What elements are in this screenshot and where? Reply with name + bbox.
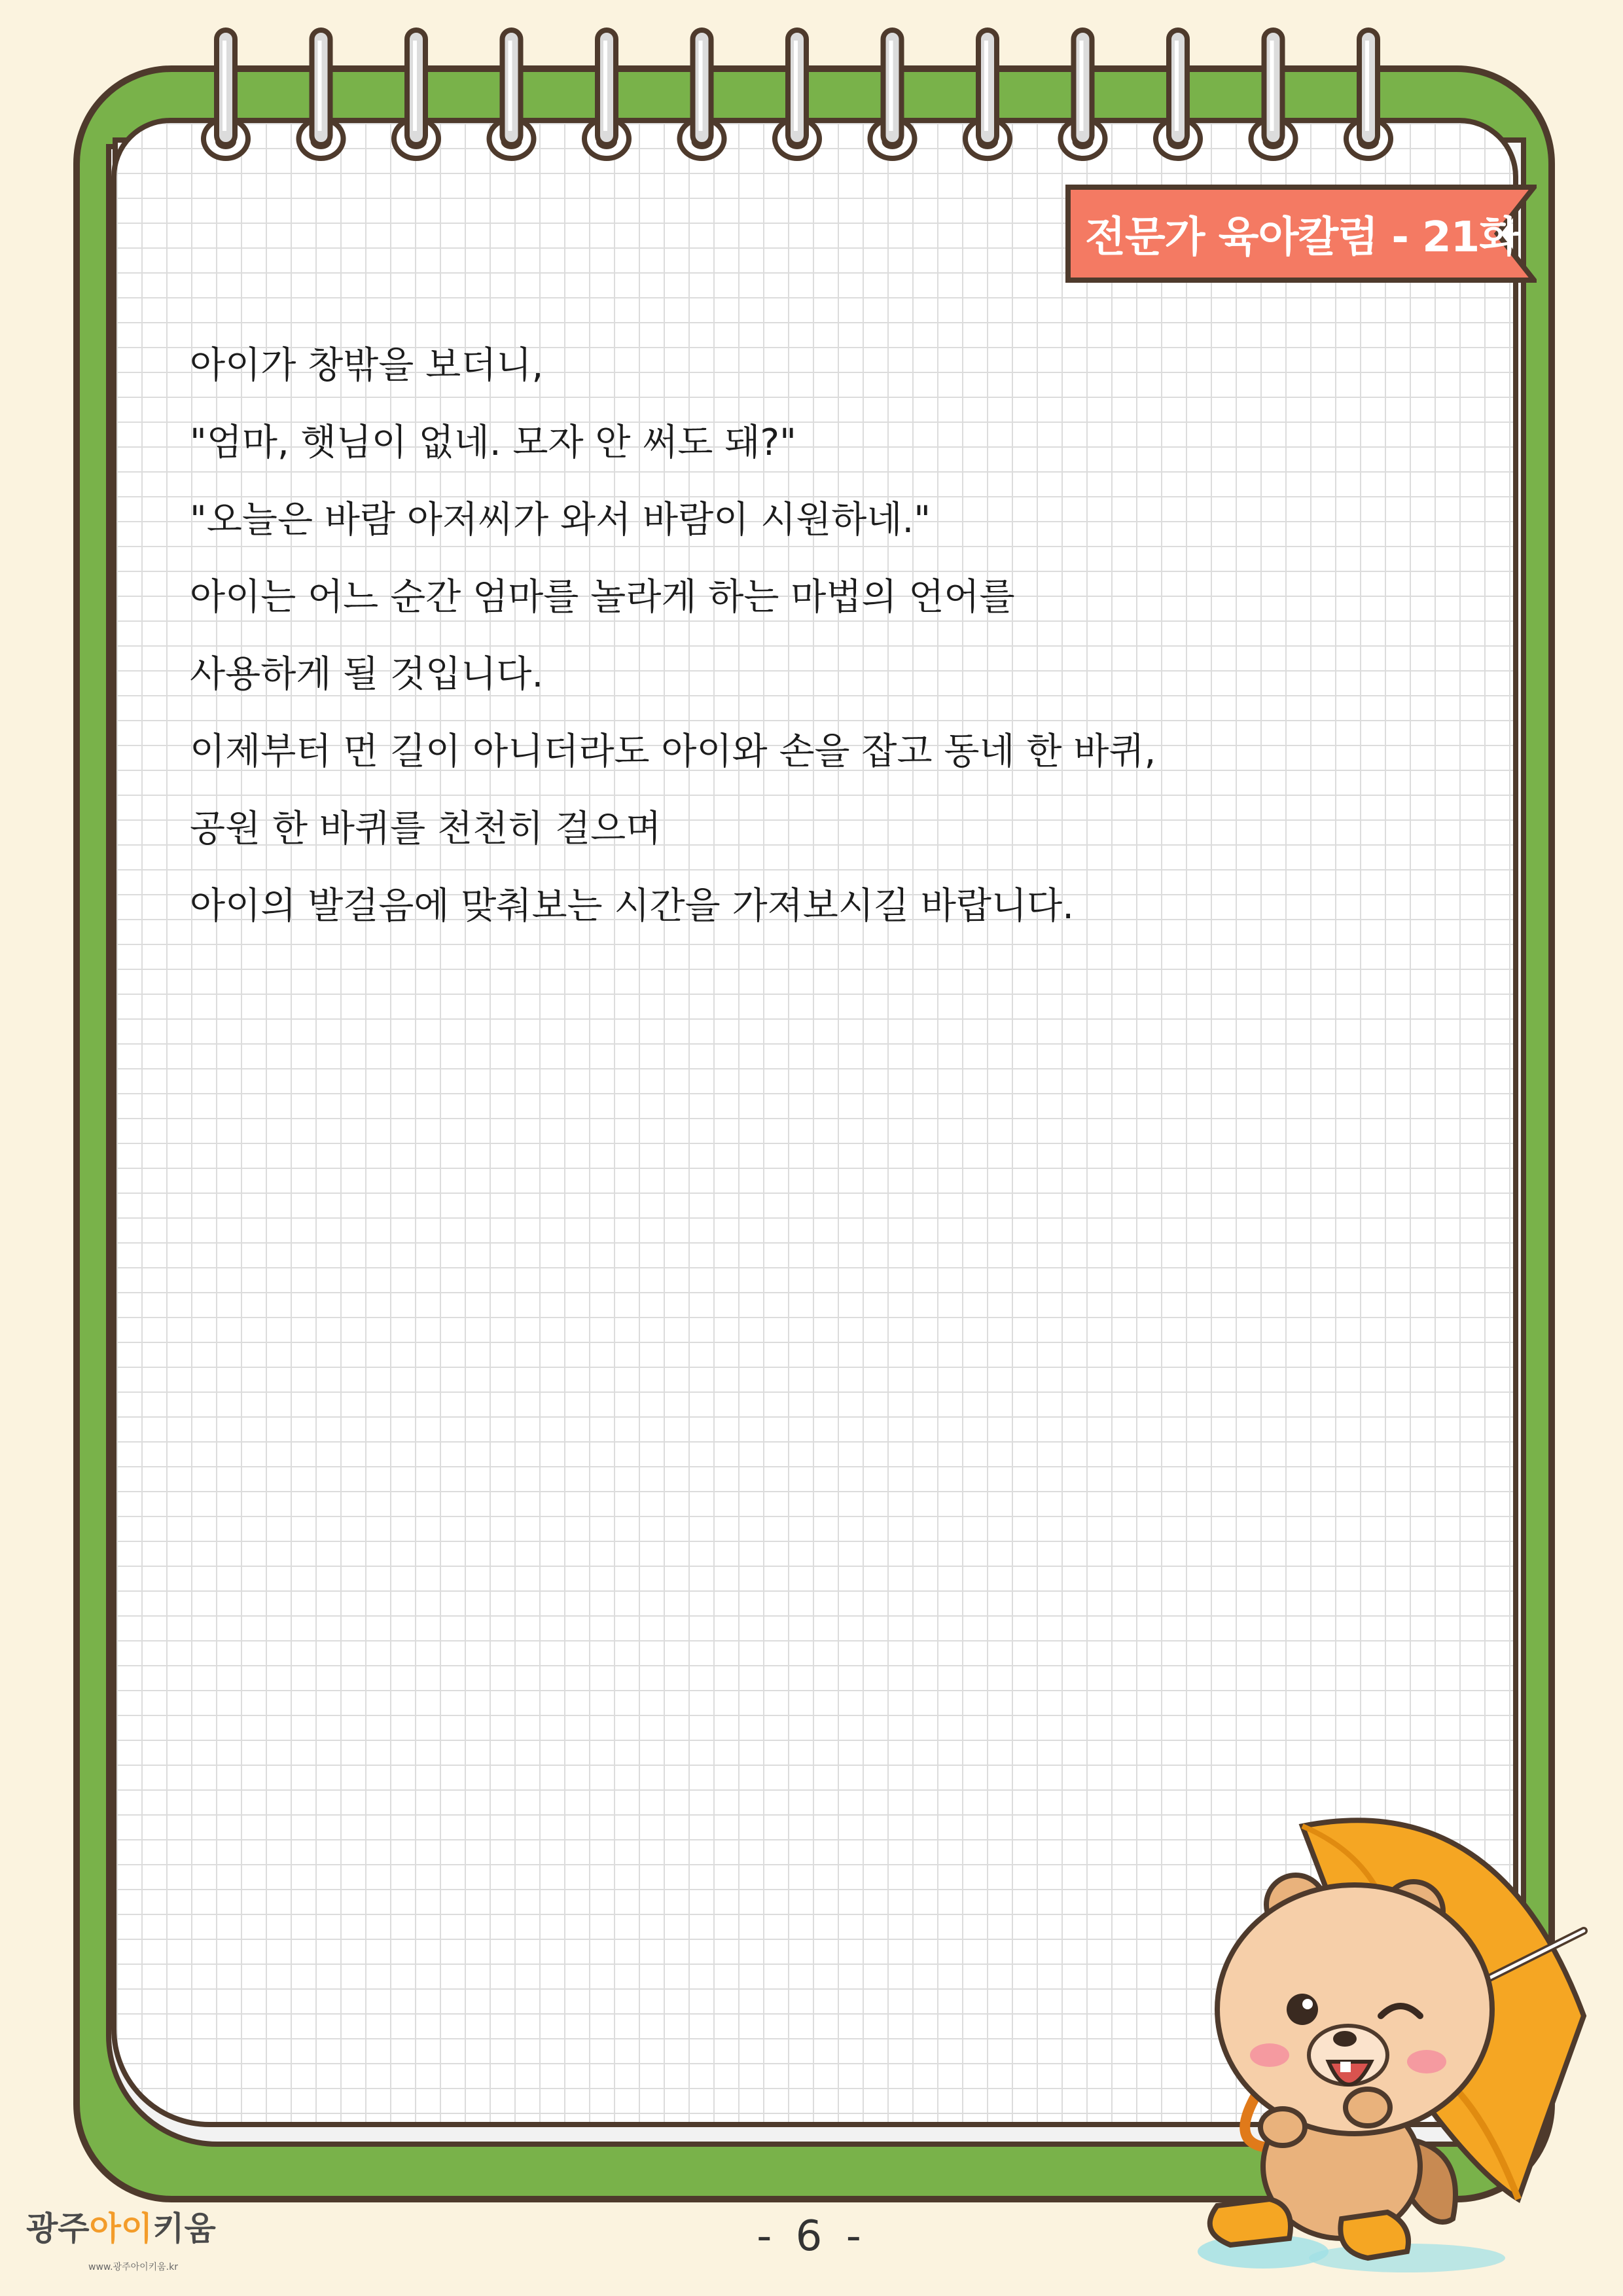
binder-ring	[1156, 30, 1200, 158]
binder-ring	[584, 30, 629, 158]
binder-ring	[394, 30, 438, 158]
body-line: 공원 한 바퀴를 천천히 걸으며	[190, 808, 662, 850]
binder-ring	[1251, 30, 1296, 158]
binder-ring	[680, 30, 724, 158]
page-number: - 6 -	[757, 2212, 866, 2261]
body-line: 이제부터 먼 길이 아니더라도 아이와 손을 잡고 동네 한 바퀴,	[190, 730, 1156, 773]
brand-logo	[26, 2189, 275, 2274]
binder-ring	[1346, 30, 1391, 158]
logo-suffix: 키움	[152, 2210, 216, 2248]
body-line: "오늘은 바람 아저씨가 와서 바람이 시원하네."	[190, 499, 931, 541]
mascot-umbrella-illustration	[1191, 1800, 1610, 2284]
body-line: "엄마, 햇님이 없네. 모자 안 써도 돼?"	[190, 422, 796, 464]
ribbon-title: 전문가 육아칼럼 - 21화	[1085, 213, 1520, 262]
binder-ring	[299, 30, 344, 158]
binder-ring	[965, 30, 1010, 158]
body-line: 사용하게 될 것입니다.	[190, 653, 544, 696]
logo-prefix: 광주	[26, 2210, 90, 2248]
logo-accent: 아이	[89, 2210, 153, 2248]
binder-ring	[1061, 30, 1105, 158]
binder-ring	[204, 30, 248, 158]
body-line: 아이의 발걸음에 맞춰보는 시간을 가져보시길 바랍니다.	[190, 885, 1075, 927]
logo-url: www.광주아이키움.kr	[88, 2262, 178, 2272]
logo-wordmark	[26, 2202, 216, 2250]
body-line: 아이는 어느 순간 엄마를 놀라게 하는 마법의 언어를	[190, 576, 1015, 619]
column-body	[190, 327, 1433, 945]
binder-ring	[870, 30, 915, 158]
binder-ring	[490, 30, 534, 158]
binder-ring	[775, 30, 819, 158]
body-line: 아이가 창밖을 보더니,	[190, 344, 544, 387]
column-ribbon	[1065, 185, 1537, 283]
spiral-binding	[0, 0, 1623, 196]
